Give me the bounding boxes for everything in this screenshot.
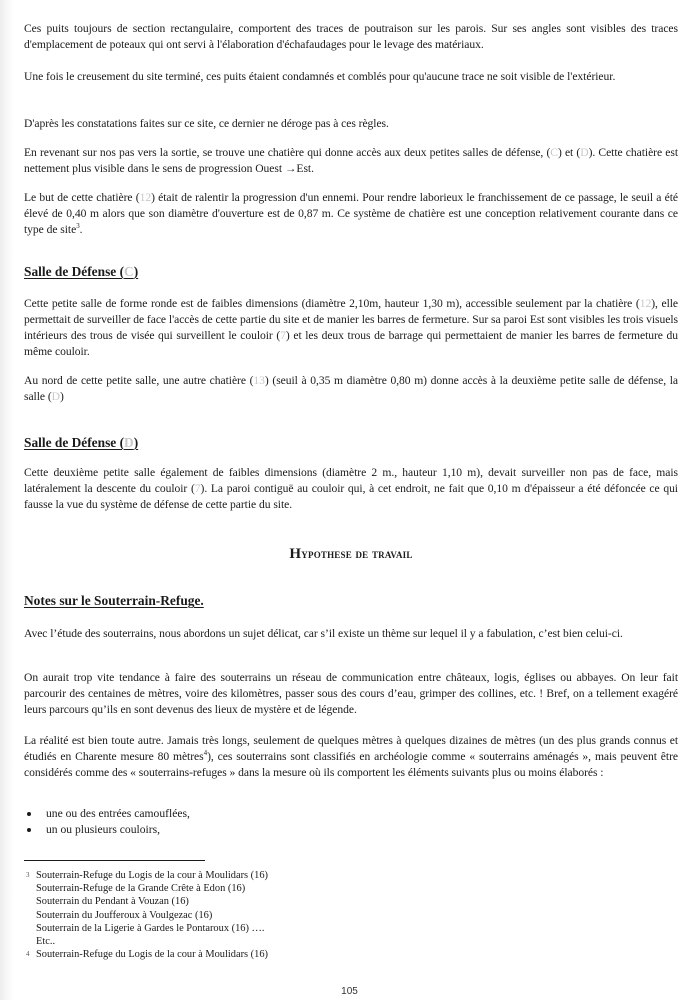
body-paragraph xyxy=(24,69,678,85)
notes-souterrain-heading: Notes sur le Souterrain-Refuge. xyxy=(24,593,204,608)
paragraph-reseau-communication: On aurait trop vite tendance à faire des souterrains un réseau de communication entre châteaux, logis, églises ou abbayes. On leur fait parcourir des centaines de mètres, voire des kilomètres, passer sous des cours d’eau, grimper des collines, etc. ! Bref, on a tellement exagéré leurs parcours qu’ils en sont devenus des lieux de mystère et de légende. xyxy=(24,671,678,716)
bullet-list xyxy=(24,806,678,838)
footnote-number: 4 xyxy=(26,950,30,959)
body-paragraph xyxy=(24,190,678,238)
body-paragraph xyxy=(24,373,678,405)
footnote-marker[interactable]: 4 xyxy=(203,749,208,758)
section-heading-salle-c xyxy=(24,264,678,280)
bullet-icon xyxy=(27,812,31,816)
paragraph-salle-c-description: Cette petite salle de forme ronde est de faibles dimensions (diamètre 2,10m, hauteur 1,30 m), accessible seulement par la chatière (12), elle permettait de surveiller de face l'accès de cette partie du site et de manier les barres de fermeture. Sur sa paroi Est sont visibles les trois visuels intérieurs des trous de visée qui surveillent le couloir (7) et les deux trous de barrage qui permettaient de manier les barres de fermeture du même couloir. xyxy=(24,297,679,358)
footnote-number: 3 xyxy=(26,871,30,879)
hypothese-title: Hypothese de travail xyxy=(289,546,413,562)
paragraph-constatations: D'après les constatations faites sur ce site, ce dernier ne déroge pas à ces règles. xyxy=(24,117,389,130)
footnote-3 xyxy=(24,869,624,948)
paragraph-puits-condamnes: Une fois le creusement du site terminé, ces puits étaient condamnés et comblés pour qu'aucune trace ne soit visible de l'extérieur. xyxy=(24,70,616,83)
plan-reference: 7 xyxy=(194,482,201,495)
plan-reference: 12 xyxy=(139,191,152,204)
chapter-title xyxy=(24,546,678,563)
footnote-line: Etc.. xyxy=(36,936,56,948)
footnote-line: Souterrain-Refuge du Logis de la cour à Moulidars (16) xyxy=(36,870,268,881)
plan-reference: 12 xyxy=(639,297,652,310)
footnote-line: Souterrain-Refuge du Logis de la cour à Moulidars (16) xyxy=(36,949,268,961)
body-paragraph xyxy=(24,145,678,177)
body-paragraph xyxy=(24,116,678,132)
paragraph-realite: La réalité est bien toute autre. Jamais très longs, seulement de quelques mètres à quelques dizaines de mètres (un des plus grands connus et étudiés en Charente mesure 80 mètres$^4$), ces souterrains sont classifiés en archéologie comme « souterrains aménagés », mais peuvent être considérés comme des « souterrains-refuges » dans la mesure où ils comportent les éléments suivants plus ou moins élaborés : xyxy=(24,734,678,779)
section-heading-salle-d xyxy=(24,435,678,451)
subsection-heading xyxy=(24,593,678,609)
plan-reference: 13 xyxy=(253,374,265,387)
plan-reference: C xyxy=(124,264,134,279)
bullet-icon xyxy=(27,828,31,832)
plan-reference: D xyxy=(580,146,589,159)
footnote-line: Souterrain du Pendant à Vouzan (16) xyxy=(36,896,189,908)
paragraph-salle-c-nord: Au nord de cette petite salle, une autre chatière (13) (seuil à 0,35 m diamètre 0,80 m) donne accès à la deuxième petite salle de défense, la salle (D) xyxy=(24,374,678,403)
footnotes xyxy=(24,869,624,961)
footnote-4 xyxy=(24,948,624,961)
body-paragraph xyxy=(24,626,678,642)
paragraph-chatiere-acces: En revenant sur nos pas vers la sortie, se trouve une chatière qui donne accès aux deux petites salles de défense, (C) et (D). Cette chatière est nettement plus visible dans le sens de progression Ouest →Est. xyxy=(24,146,678,175)
plan-reference: D xyxy=(51,390,60,403)
paragraph-chatiere-but: Le but de cette chatière (12) était de ralentir la progression d'un ennemi. Pour rendre laborieux le franchissement de ce passage, le seuil a été élevé de 0,40 m alors que son diamètre d'ouverture est de 0,87 m. Ce système de chatière est une conception relativement courante dans ce type de site$^3$. xyxy=(24,191,678,236)
section-heading: Salle de Défense (D) xyxy=(24,435,139,450)
footnote-line: Souterrain de la Ligerie à Gardes le Pontaroux (16) …. xyxy=(36,922,265,934)
body-paragraph xyxy=(24,465,678,513)
body-paragraph xyxy=(24,296,678,360)
footnote-line: Souterrain du Joufferoux à Voulgezac (16) xyxy=(36,909,213,921)
body-paragraph xyxy=(24,670,678,718)
body-paragraph xyxy=(24,21,678,53)
section-heading: Salle de Défense (C) xyxy=(24,264,139,279)
paragraph-puits-section: Ces puits toujours de section rectangulaire, comportent des traces de poutraison sur les parois. Sur ses angles sont visibles des traces d'emplacement de poteaux qui ont servi à l'élaboration d'échafaudages pour le levage des matériaux. xyxy=(24,22,678,51)
list-item: une ou des entrées camouflées, xyxy=(24,806,678,822)
plan-reference: D xyxy=(124,435,134,450)
paragraph-salle-d-description: Cette deuxième petite salle également de faibles dimensions (diamètre 2 m., hauteur 1,10 m), devait surveiller non pas de face, mais latéralement la descente du couloir (7). La paroi contiguë au couloir qui, à cet endroit, ne fait que 0,10 m d'épaisseur a été défoncée ce qui fausse la vue du système de défense de cette partie du site. xyxy=(24,466,678,511)
plan-reference: C xyxy=(550,146,558,159)
list-item: un ou plusieurs couloirs, xyxy=(24,822,678,838)
footnote-line: Souterrain-Refuge de la Grande Crête à Edon (16) xyxy=(36,883,246,895)
plan-reference: 7 xyxy=(280,329,286,342)
footnote-separator xyxy=(24,860,205,861)
page-number: 105 xyxy=(341,986,358,997)
body-paragraph xyxy=(24,733,678,781)
footnote-marker[interactable]: 3 xyxy=(76,222,80,231)
paragraph-etude-souterrains: Avec l’étude des souterrains, nous abordons un sujet délicat, car s’il existe un thème sur lequel il y a fabulation, c’est bien celui-ci. xyxy=(24,627,623,640)
